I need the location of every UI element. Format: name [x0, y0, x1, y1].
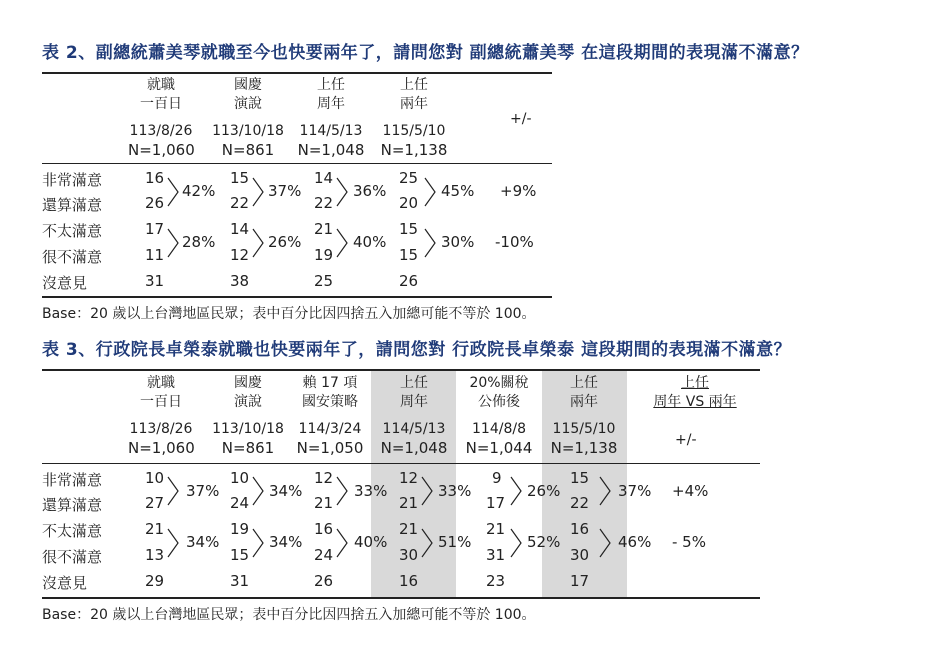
table2-row-label: 還算滿意	[42, 196, 103, 214]
table3-diff-header: +/-	[675, 432, 697, 448]
table2-cell: 30%	[441, 233, 475, 251]
table3-cell: 24	[314, 546, 334, 564]
table2-cell: 20	[399, 194, 419, 212]
table3-col1-header: 就職 一百日 113/8/26 N=1,060	[128, 375, 195, 457]
table2-cell: 38	[230, 272, 250, 290]
table3-cell: 22	[570, 494, 590, 512]
table3-cell: 17	[570, 572, 590, 590]
table3-cell: 33%	[438, 482, 472, 500]
table3-col4-header: 上任 周年 114/5/13 N=1,048	[380, 375, 448, 457]
table3-cell: 27	[145, 494, 165, 512]
table2-diff-cell: +9%	[500, 182, 537, 200]
table3-row-label: 非常滿意	[42, 471, 103, 489]
table2-cell: 15	[399, 246, 419, 264]
table3-cell: 16	[314, 520, 334, 538]
table3-top-rule	[42, 369, 760, 371]
table2-cell: 12	[230, 246, 250, 264]
table3-col6-header: 上任 兩年 115/5/10 N=1,138	[550, 375, 618, 457]
table3-cell: 26%	[527, 482, 561, 500]
table2-cell: 31	[145, 272, 165, 290]
table3-cell: 37%	[186, 482, 220, 500]
table2-col2-header: 國慶 演說 113/10/18 N=861	[212, 77, 284, 159]
table3-bracket-icon	[251, 527, 265, 559]
table2-cell: 28%	[182, 233, 216, 251]
table3-cell: 16	[399, 572, 419, 590]
table2-cell: 45%	[441, 182, 475, 200]
table3-cell: 12	[314, 469, 334, 487]
table2-cell: 40%	[353, 233, 387, 251]
table3-diff-header-title: 上任 周年 VS 兩年	[653, 375, 737, 410]
table3-bottom-rule	[42, 597, 760, 599]
table2-diff-cell: -10%	[495, 233, 534, 251]
table3-row-label: 很不滿意	[42, 548, 103, 566]
table2-cell: 16	[145, 169, 165, 187]
table3-row-label: 還算滿意	[42, 496, 103, 514]
table3-cell: 21	[145, 520, 165, 538]
table2-col3-header: 上任 周年 114/5/13 N=1,048	[297, 77, 365, 159]
table3-cell: 31	[230, 572, 250, 590]
table3-bracket-icon	[420, 527, 434, 559]
table2-row-label: 非常滿意	[42, 171, 103, 189]
table3-cell: 15	[230, 546, 250, 564]
table3-cell: 12	[399, 469, 419, 487]
table2-cell: 19	[314, 246, 334, 264]
table3-diff-cell: +4%	[672, 482, 709, 500]
table2-col4-header: 上任 兩年 115/5/10 N=1,138	[380, 77, 448, 159]
table2-cell: 11	[145, 246, 165, 264]
table2-cell: 21	[314, 220, 334, 238]
table3-cell: 26	[314, 572, 334, 590]
table3-cell: 16	[570, 520, 590, 538]
table3-cell: 30	[570, 546, 590, 564]
table2-cell: 15	[399, 220, 419, 238]
table2-bracket-icon	[251, 176, 265, 208]
table3-row-label: 不太滿意	[42, 522, 103, 540]
table2-cell: 42%	[182, 182, 216, 200]
table2-cell: 26%	[268, 233, 302, 251]
table3-bracket-icon	[166, 527, 180, 559]
table3-cell: 29	[145, 572, 165, 590]
table2-bottom-rule	[42, 296, 552, 298]
table3-bracket-icon	[598, 527, 612, 559]
table3-col5-header: 20%關稅 公佈後 114/8/8 N=1,044	[465, 375, 533, 457]
table3-cell: 34%	[186, 533, 220, 551]
table3-col2-header: 國慶 演說 113/10/18 N=861	[212, 375, 284, 457]
table2-cell: 15	[230, 169, 250, 187]
table2-bracket-icon	[423, 176, 437, 208]
table2-base-note: Base：20 歲以上台灣地區民眾；表中百分比因四捨五入加總可能不等於 100。	[42, 306, 536, 322]
table3-title: 表 3、行政院長卓榮泰就職也快要兩年了，請問您對 行政院長卓榮泰 這段期間的表現滿不滿意？	[42, 340, 792, 360]
table3-cell: 37%	[618, 482, 652, 500]
table2-row-label: 很不滿意	[42, 248, 103, 266]
table2-bracket-icon	[166, 176, 180, 208]
table3-cell: 24	[230, 494, 250, 512]
table3-cell: 52%	[527, 533, 561, 551]
table3-cell: 10	[230, 469, 250, 487]
table3-cell: 30	[399, 546, 419, 564]
table2-top-rule	[42, 72, 552, 74]
table3-bracket-icon	[166, 475, 180, 507]
table3-cell: 10	[145, 469, 165, 487]
table3-cell: 51%	[438, 533, 472, 551]
table2-bracket-icon	[423, 227, 437, 259]
table3-bracket-icon	[509, 475, 523, 507]
table3-cell: 34%	[269, 482, 303, 500]
table3-row-label: 沒意見	[42, 574, 88, 592]
table3-bracket-icon	[335, 527, 349, 559]
table2-bracket-icon	[251, 227, 265, 259]
table2-cell: 26	[145, 194, 165, 212]
table2-cell: 26	[399, 272, 419, 290]
table3-cell: 21	[314, 494, 334, 512]
table2-col1-header: 就職 一百日 113/8/26 N=1,060	[128, 77, 195, 159]
table3-cell: 13	[145, 546, 165, 564]
table3-cell: 46%	[618, 533, 652, 551]
table3-cell: 34%	[269, 533, 303, 551]
table3-cell: 23	[486, 572, 506, 590]
table2-cell: 25	[314, 272, 334, 290]
table3-cell: 21	[399, 520, 419, 538]
table2-bracket-icon	[166, 227, 180, 259]
table2-row-label: 沒意見	[42, 274, 88, 292]
table3-cell: 21	[399, 494, 419, 512]
table3-col3-header: 賴 17 項 國安策略 114/3/24 N=1,050	[296, 375, 364, 457]
table2-row-label: 不太滿意	[42, 222, 103, 240]
table2-cell: 14	[314, 169, 334, 187]
table2-cell: 36%	[353, 182, 387, 200]
table2-cell: 37%	[268, 182, 302, 200]
table2-diff-header: +/-	[510, 111, 532, 127]
table3-cell: 31	[486, 546, 506, 564]
table2-cell: 17	[145, 220, 165, 238]
table3-bracket-icon	[420, 475, 434, 507]
table3-base-note: Base：20 歲以上台灣地區民眾；表中百分比因四捨五入加總可能不等於 100。	[42, 607, 536, 623]
table3-cell: 9	[492, 469, 502, 487]
table3-diff-cell: - 5%	[672, 533, 706, 551]
table3-bracket-icon	[335, 475, 349, 507]
table2-cell: 22	[314, 194, 334, 212]
table3-bracket-icon	[598, 475, 612, 507]
table2-cell: 22	[230, 194, 250, 212]
table3-cell: 15	[570, 469, 590, 487]
table2-cell: 14	[230, 220, 250, 238]
table2-cell: 25	[399, 169, 419, 187]
table3-cell: 40%	[354, 533, 388, 551]
table2-title: 表 2、副總統蕭美琴就職至今也快要兩年了，請問您對 副總統蕭美琴 在這段期間的表現滿不滿意？	[42, 43, 809, 63]
table3-cell: 17	[486, 494, 506, 512]
table3-bracket-icon	[251, 475, 265, 507]
table3-bracket-icon	[509, 527, 523, 559]
table2-bracket-icon	[335, 176, 349, 208]
table2-bracket-icon	[335, 227, 349, 259]
table3-cell: 19	[230, 520, 250, 538]
table3-cell: 33%	[354, 482, 388, 500]
table3-header-rule	[42, 463, 760, 464]
table2-header-rule	[42, 163, 552, 164]
table3-cell: 21	[486, 520, 506, 538]
